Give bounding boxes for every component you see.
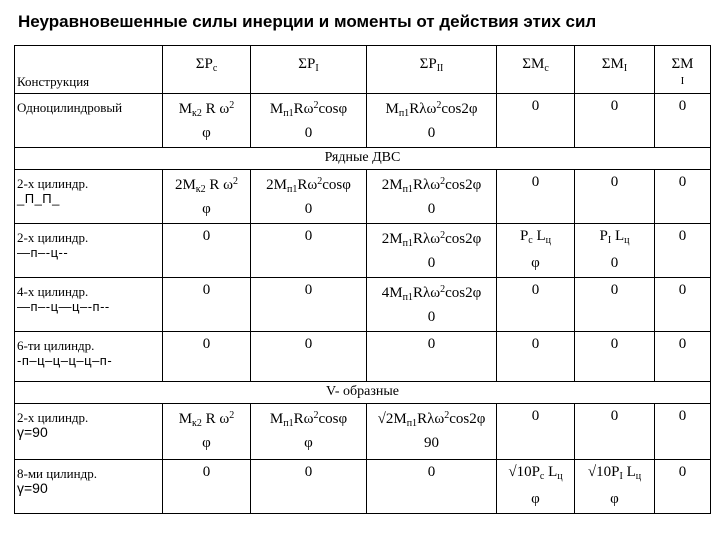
row-name-cell bbox=[15, 278, 163, 332]
cell-mi: 0 bbox=[575, 94, 655, 148]
header-sum-pii: $\Sigma P_{II}$ bbox=[367, 46, 497, 94]
section-row-v bbox=[15, 382, 711, 404]
cell-mi: 0 bbox=[575, 404, 655, 460]
cell-mc: 0 bbox=[497, 278, 575, 332]
cell-pii: $√2M_{п1}R\lambda\omega^2\cos 2\varphi$ 90 bbox=[367, 404, 497, 460]
cylinder-scheme: -п–ц–ц–ц–ц–п- bbox=[17, 353, 113, 368]
cell-mc: $P_c$ $L_ц$ φ bbox=[497, 224, 575, 278]
cell-pc: 0 bbox=[163, 224, 251, 278]
cell-pii: $4M_{п1}R\lambda\omega^2\cos 2\varphi$ 0 bbox=[367, 278, 497, 332]
cell-mii: 0 bbox=[655, 224, 711, 278]
table-row bbox=[15, 332, 711, 382]
cell-pi: 0 bbox=[251, 332, 367, 382]
header-sum-pi: $\Sigma P_I$ bbox=[251, 46, 367, 94]
cell-pi: $M_{п1}R\omega^2\cos\varphi$ φ bbox=[251, 404, 367, 460]
row-name: 4-х цилиндр. bbox=[17, 284, 89, 299]
header-construction: Конструкция bbox=[15, 46, 163, 94]
header-sum-mc: $\Sigma M_c$ bbox=[497, 46, 575, 94]
cell-mc: 0 bbox=[497, 404, 575, 460]
cell-mi: 0 bbox=[575, 332, 655, 382]
cell-mi: $P_I$ $L_ц$ 0 bbox=[575, 224, 655, 278]
cell-pc: 0 bbox=[163, 460, 251, 514]
row-name-cell bbox=[15, 404, 163, 460]
cell-pc: 0 bbox=[163, 332, 251, 382]
gamma-angle: γ=90 bbox=[17, 480, 48, 496]
cell-mc: 0 bbox=[497, 332, 575, 382]
page-title: Неуравновешенные силы инерции и моменты от действия этих сил bbox=[18, 12, 597, 31]
table-row bbox=[15, 224, 711, 278]
cell-pi: 0 bbox=[251, 224, 367, 278]
cell-pc: $2M_{к2}$ R $\omega^2$ φ bbox=[163, 170, 251, 224]
table-row bbox=[15, 170, 711, 224]
row-name-cell bbox=[15, 170, 163, 224]
cell-mc: $√10P_c$ $L_ц$ φ bbox=[497, 460, 575, 514]
table-row bbox=[15, 404, 711, 460]
section-title-v: V- образные bbox=[15, 382, 711, 404]
cell-pii: $2M_{п1}R\lambda\omega^2\cos 2\varphi$ 0 bbox=[367, 170, 497, 224]
inertia-table bbox=[14, 45, 711, 514]
section-title-inline: Рядные ДВС bbox=[15, 148, 711, 170]
cell-mi: 0 bbox=[575, 278, 655, 332]
cell-pii: $2M_{п1}R\lambda\omega^2\cos 2\varphi$ 0 bbox=[367, 224, 497, 278]
cylinder-scheme: —п–-ц—ц–-п-- bbox=[17, 299, 110, 314]
cell-mc: 0 bbox=[497, 170, 575, 224]
cylinder-scheme: _П_П_ bbox=[17, 191, 60, 206]
row-name-cell bbox=[15, 460, 163, 514]
cell-pc: $M_{к2}$ R $\omega^2$ φ bbox=[163, 404, 251, 460]
header-sum-mi: $\Sigma M_I$ bbox=[575, 46, 655, 94]
cell-pi: $M_{п1}R\omega^2\cos\varphi$ 0 bbox=[251, 94, 367, 148]
header-row bbox=[15, 46, 711, 94]
table-row bbox=[15, 278, 711, 332]
table-row bbox=[15, 460, 711, 514]
header-sum-pc: $\Sigma P_c$ bbox=[163, 46, 251, 94]
section-row-inline bbox=[15, 148, 711, 170]
row-name: 2-х цилиндр. bbox=[17, 176, 89, 191]
cell-mc: 0 bbox=[497, 94, 575, 148]
cell-mii: 0 bbox=[655, 332, 711, 382]
row-name-cell bbox=[15, 224, 163, 278]
row-name: 2-х цилиндр. bbox=[17, 230, 89, 245]
cell-pc: $M_{к2}$ R $\omega^2$ φ bbox=[163, 94, 251, 148]
gamma-angle: γ=90 bbox=[17, 424, 48, 440]
cell-mii: 0 bbox=[655, 170, 711, 224]
row-name-cell bbox=[15, 332, 163, 382]
cylinder-scheme: —п–-ц-- bbox=[17, 245, 69, 260]
cell-pi: 0 bbox=[251, 460, 367, 514]
cell-mii: 0 bbox=[655, 404, 711, 460]
cell-pii: 0 bbox=[367, 460, 497, 514]
cell-mi: $√10P_I$ $L_ц$ φ bbox=[575, 460, 655, 514]
cell-pii: $M_{п1}R\lambda\omega^2\cos 2\varphi$ 0 bbox=[367, 94, 497, 148]
cell-pi: $2M_{п1}R\omega^2\cos\varphi$ 0 bbox=[251, 170, 367, 224]
row-name: 8-ми цилиндр. bbox=[17, 466, 97, 481]
table-row bbox=[15, 94, 711, 148]
row-name: 6-ти цилиндр. bbox=[17, 338, 95, 353]
cell-pi: 0 bbox=[251, 278, 367, 332]
cell-pii: 0 bbox=[367, 332, 497, 382]
cell-mii: 0 bbox=[655, 94, 711, 148]
cell-pc: 0 bbox=[163, 278, 251, 332]
header-sum-mii: ΣM I bbox=[655, 46, 711, 94]
cell-mii: 0 bbox=[655, 278, 711, 332]
row-name: 2-х цилиндр. bbox=[17, 410, 89, 425]
cell-mii: 0 bbox=[655, 460, 711, 514]
row-name: Одноцилиндровый bbox=[15, 94, 163, 148]
cell-mi: 0 bbox=[575, 170, 655, 224]
